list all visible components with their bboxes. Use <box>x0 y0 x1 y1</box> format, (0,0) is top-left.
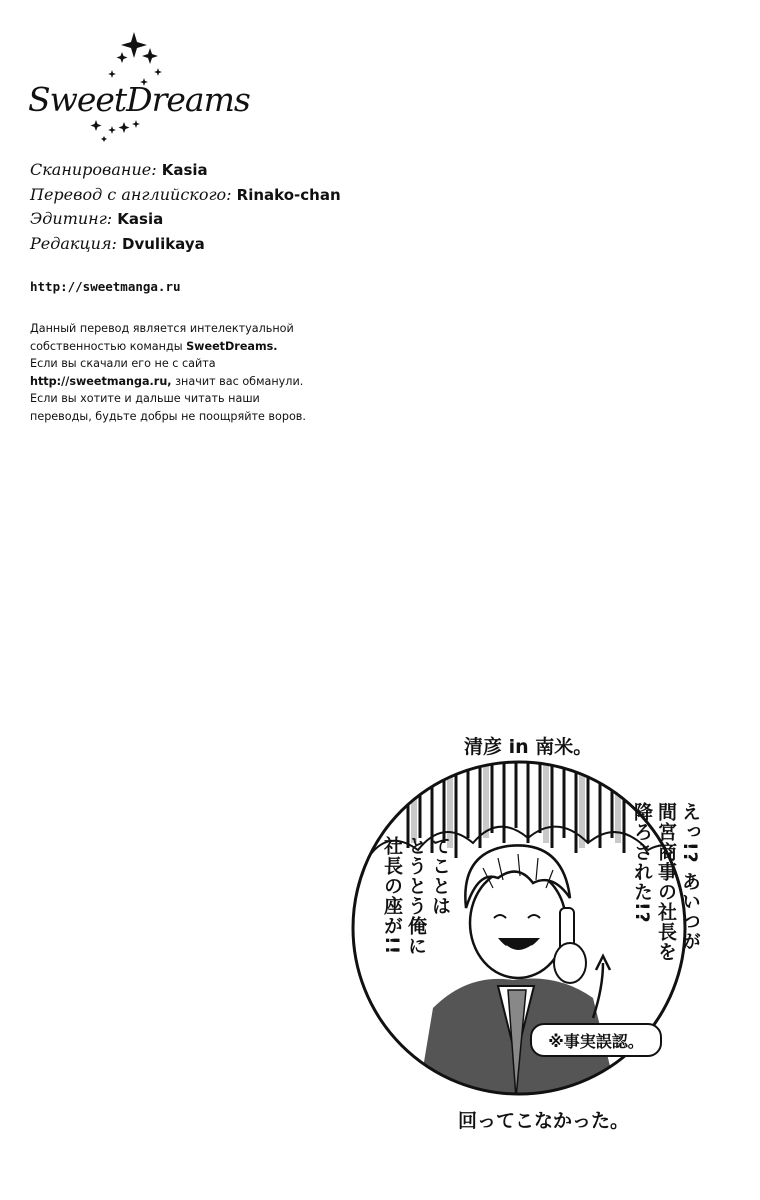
sweetdreams-logo <box>26 28 250 148</box>
credit-label: Сканирование: <box>30 160 157 179</box>
credit-label: Редакция: <box>30 233 117 253</box>
site-link[interactable]: http://sweetmanga.ru <box>30 279 181 294</box>
speech-bubble-right: えっ!? あいつが 間宮商事の社長を 降ろされた!? <box>631 802 701 962</box>
credit-translation <box>30 183 341 208</box>
notice-line: переводы, будьте добры не поощряйте воров. <box>30 409 306 423</box>
manga-panel <box>348 758 701 1098</box>
credit-value: Rinako-chan <box>236 185 341 204</box>
credit-label: Перевод с английского: <box>30 184 232 204</box>
credit-value: Kasia <box>161 161 208 179</box>
notice-line: Если вы хотите и дальше читать наши <box>30 392 260 405</box>
notice-line: Если вы скачали его не с сайта <box>30 357 216 370</box>
credit-value: Kasia <box>117 210 164 228</box>
credit-proofreading <box>30 232 341 257</box>
manga-caption-top: 清彦 in 南米。 <box>464 736 593 758</box>
notice-line: собственностью команды SweetDreams. <box>30 339 278 353</box>
notice-link[interactable]: http://sweetmanga.ru, <box>30 374 172 388</box>
manga-caption-bottom: 回ってこなかった。 <box>458 1110 630 1132</box>
notice-line: Данный перевод является интелектуальной <box>30 322 294 335</box>
credits-block <box>30 158 341 256</box>
notice-line: http://sweetmanga.ru, значит вас обманули. <box>30 374 304 388</box>
brand-name: SweetDreams. <box>186 339 278 353</box>
logo-text: SweetDreams <box>28 80 250 119</box>
credit-label: Эдитинг: <box>30 209 113 228</box>
speech-bubble-left: てことは とうとう俺に 社長の座が!! <box>381 836 451 956</box>
credit-value: Dvulikaya <box>122 234 205 253</box>
credit-editing <box>30 207 341 232</box>
copyright-notice <box>30 320 330 425</box>
credit-scan <box>30 158 341 183</box>
fact-note-box: ※事実誤認。 <box>530 1023 662 1057</box>
